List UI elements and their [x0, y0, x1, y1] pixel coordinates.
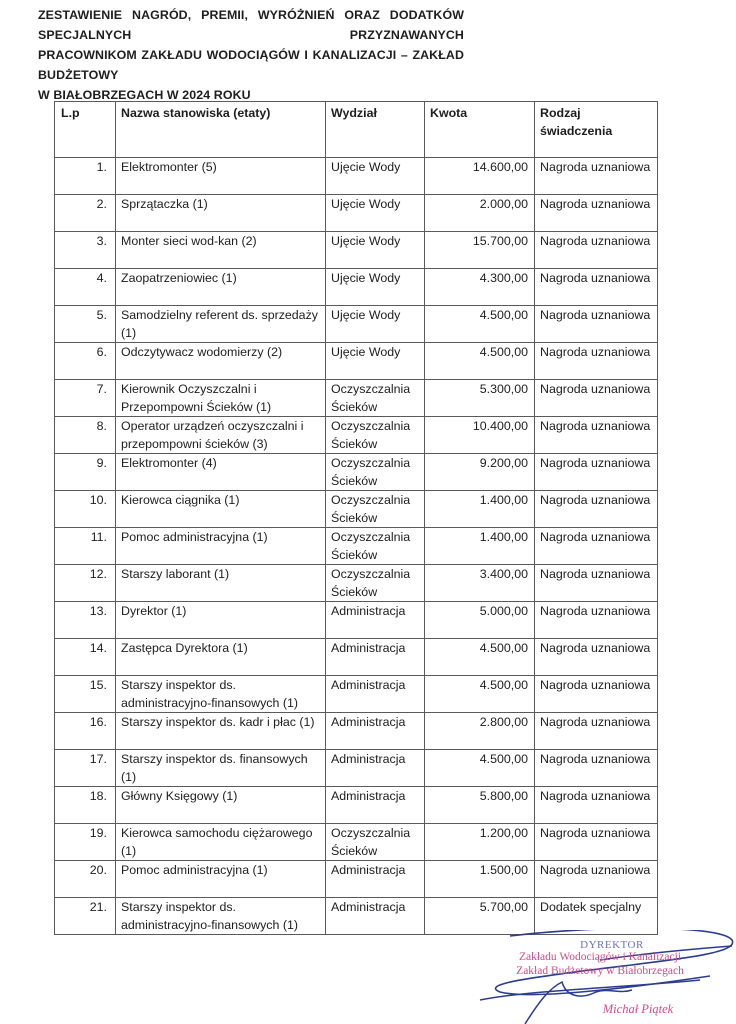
cell-type: Nagroda uznaniowa — [535, 158, 658, 195]
cell-lp: 2. — [55, 195, 116, 232]
cell-dept: Ujęcie Wody — [326, 232, 425, 269]
table-row — [55, 787, 658, 824]
cell-type: Nagroda uznaniowa — [535, 824, 658, 861]
cell-dept: Ujęcie Wody — [326, 158, 425, 195]
cell-amount: 3.400,00 — [425, 565, 535, 602]
cell-name: Zastępca Dyrektora (1) — [116, 639, 326, 676]
cell-dept: Ujęcie Wody — [326, 269, 425, 306]
cell-name: Elektromonter (5) — [116, 158, 326, 195]
cell-dept: Administracja — [326, 676, 425, 713]
header-lp: L.p — [55, 102, 116, 158]
cell-amount: 2.800,00 — [425, 713, 535, 750]
cell-amount: 4.500,00 — [425, 306, 535, 343]
cell-type: Nagroda uznaniowa — [535, 861, 658, 898]
cell-name: Starszy inspektor ds. finansowych (1) — [116, 750, 326, 787]
table-row — [55, 232, 658, 269]
cell-dept: Administracja — [326, 639, 425, 676]
cell-dept: Administracja — [326, 750, 425, 787]
cell-amount: 9.200,00 — [425, 454, 535, 491]
header-type: Rodzaj świadczenia — [535, 102, 658, 158]
stamp-title: DYREKTOR — [580, 939, 644, 951]
cell-dept: Oczyszczalnia Ścieków — [326, 417, 425, 454]
cell-dept: Administracja — [326, 713, 425, 750]
cell-type: Nagroda uznaniowa — [535, 639, 658, 676]
cell-name: Kierowca ciągnika (1) — [116, 491, 326, 528]
cell-dept: Oczyszczalnia Ścieków — [326, 454, 425, 491]
table-row — [55, 861, 658, 898]
document-title — [38, 5, 464, 105]
cell-amount: 14.600,00 — [425, 158, 535, 195]
cell-type: Nagroda uznaniowa — [535, 417, 658, 454]
cell-name: Pomoc administracyjna (1) — [116, 528, 326, 565]
table-row — [55, 898, 658, 935]
cell-lp: 12. — [55, 565, 116, 602]
header-name: Nazwa stanowiska (etaty) — [116, 102, 326, 158]
cell-type: Nagroda uznaniowa — [535, 491, 658, 528]
table-row — [55, 269, 658, 306]
cell-lp: 21. — [55, 898, 116, 935]
cell-name: Główny Księgowy (1) — [116, 787, 326, 824]
cell-dept: Oczyszczalnia Ścieków — [326, 824, 425, 861]
cell-lp: 15. — [55, 676, 116, 713]
cell-amount: 5.700,00 — [425, 898, 535, 935]
cell-amount: 1.400,00 — [425, 528, 535, 565]
title-line-1: ZESTAWIENIE NAGRÓD, PREMII, WYRÓŻNIEŃ ORAZ DODATKÓW SPECJALNYCH PRZYZNAWANYCH — [38, 8, 464, 42]
director-stamp — [470, 930, 730, 1024]
cell-dept: Oczyszczalnia Ścieków — [326, 380, 425, 417]
cell-type: Nagroda uznaniowa — [535, 676, 658, 713]
table-row — [55, 528, 658, 565]
title-line-3: W BIAŁOBRZEGACH W 2024 ROKU — [38, 88, 251, 102]
cell-type: Nagroda uznaniowa — [535, 306, 658, 343]
table-row — [55, 676, 658, 713]
cell-lp: 1. — [55, 158, 116, 195]
cell-type: Nagroda uznaniowa — [535, 232, 658, 269]
cell-amount: 4.300,00 — [425, 269, 535, 306]
table-row — [55, 158, 658, 195]
cell-amount: 4.500,00 — [425, 750, 535, 787]
cell-lp: 19. — [55, 824, 116, 861]
cell-amount: 1.200,00 — [425, 824, 535, 861]
cell-name: Odczytywacz wodomierzy (2) — [116, 343, 326, 380]
table-row — [55, 380, 658, 417]
table-body — [55, 158, 658, 935]
table-row — [55, 565, 658, 602]
table-row — [55, 454, 658, 491]
cell-dept: Oczyszczalnia Ścieków — [326, 491, 425, 528]
cell-lp: 13. — [55, 602, 116, 639]
title-line-2: PRACOWNIKOM ZAKŁADU WODOCIĄGÓW I KANALIZACJI – ZAKŁAD BUDŻETOWY — [38, 48, 464, 82]
table-row — [55, 195, 658, 232]
cell-type: Nagroda uznaniowa — [535, 528, 658, 565]
cell-amount: 4.500,00 — [425, 676, 535, 713]
cell-amount: 5.800,00 — [425, 787, 535, 824]
cell-amount: 1.500,00 — [425, 861, 535, 898]
cell-type: Nagroda uznaniowa — [535, 454, 658, 491]
cell-type: Nagroda uznaniowa — [535, 269, 658, 306]
cell-type: Nagroda uznaniowa — [535, 195, 658, 232]
cell-lp: 11. — [55, 528, 116, 565]
cell-dept: Ujęcie Wody — [326, 195, 425, 232]
cell-lp: 3. — [55, 232, 116, 269]
cell-type: Nagroda uznaniowa — [535, 343, 658, 380]
cell-amount: 10.400,00 — [425, 417, 535, 454]
cell-lp: 6. — [55, 343, 116, 380]
cell-lp: 14. — [55, 639, 116, 676]
cell-lp: 16. — [55, 713, 116, 750]
cell-type: Nagroda uznaniowa — [535, 565, 658, 602]
cell-lp: 8. — [55, 417, 116, 454]
header-dept: Wydział — [326, 102, 425, 158]
table-row — [55, 639, 658, 676]
table-row — [55, 343, 658, 380]
cell-name: Sprzątaczka (1) — [116, 195, 326, 232]
cell-name: Pomoc administracyjna (1) — [116, 861, 326, 898]
cell-name: Kierowca samochodu ciężarowego (1) — [116, 824, 326, 861]
cell-dept: Administracja — [326, 898, 425, 935]
stamp-name: Michał Piątek — [602, 1002, 674, 1016]
cell-name: Starszy laborant (1) — [116, 565, 326, 602]
cell-lp: 9. — [55, 454, 116, 491]
cell-lp: 4. — [55, 269, 116, 306]
cell-lp: 17. — [55, 750, 116, 787]
cell-name: Zaopatrzeniowiec (1) — [116, 269, 326, 306]
cell-type: Nagroda uznaniowa — [535, 713, 658, 750]
cell-lp: 20. — [55, 861, 116, 898]
cell-amount: 2.000,00 — [425, 195, 535, 232]
cell-dept: Ujęcie Wody — [326, 343, 425, 380]
cell-lp: 10. — [55, 491, 116, 528]
stamp-line-2: Zakład Budżetowy w Białobrzegach — [516, 965, 684, 977]
cell-amount: 5.000,00 — [425, 602, 535, 639]
table-row — [55, 491, 658, 528]
cell-dept: Ujęcie Wody — [326, 306, 425, 343]
cell-name: Elektromonter (4) — [116, 454, 326, 491]
stamp-line-1: Zakładu Wodociągów i Kanalizacji — [518, 951, 682, 963]
cell-type: Nagroda uznaniowa — [535, 602, 658, 639]
cell-type: Dodatek specjalny — [535, 898, 658, 935]
cell-name: Samodzielny referent ds. sprzedaży (1) — [116, 306, 326, 343]
table-row — [55, 306, 658, 343]
cell-dept: Administracja — [326, 602, 425, 639]
cell-name: Monter sieci wod-kan (2) — [116, 232, 326, 269]
cell-amount: 5.300,00 — [425, 380, 535, 417]
cell-lp: 18. — [55, 787, 116, 824]
cell-name: Starszy inspektor ds. administracyjno-finansowych (1) — [116, 676, 326, 713]
cell-dept: Oczyszczalnia Ścieków — [326, 565, 425, 602]
cell-name: Dyrektor (1) — [116, 602, 326, 639]
cell-type: Nagroda uznaniowa — [535, 787, 658, 824]
cell-name: Kierownik Oczyszczalni i Przepompowni Ścieków (1) — [116, 380, 326, 417]
table-row — [55, 713, 658, 750]
awards-table — [54, 101, 658, 935]
cell-name: Starszy inspektor ds. kadr i płac (1) — [116, 713, 326, 750]
cell-amount: 4.500,00 — [425, 343, 535, 380]
cell-name: Starszy inspektor ds. administracyjno-finansowych (1) — [116, 898, 326, 935]
cell-dept: Administracja — [326, 861, 425, 898]
cell-lp: 7. — [55, 380, 116, 417]
header-amount: Kwota — [425, 102, 535, 158]
cell-lp: 5. — [55, 306, 116, 343]
cell-name: Operator urządzeń oczyszczalni i przepompowni ścieków (3) — [116, 417, 326, 454]
cell-amount: 1.400,00 — [425, 491, 535, 528]
cell-amount: 4.500,00 — [425, 639, 535, 676]
table-row — [55, 417, 658, 454]
table-row — [55, 750, 658, 787]
cell-type: Nagroda uznaniowa — [535, 750, 658, 787]
table-row — [55, 824, 658, 861]
table-row — [55, 602, 658, 639]
cell-dept: Oczyszczalnia Ścieków — [326, 528, 425, 565]
table-header-row — [55, 102, 658, 158]
cell-amount: 15.700,00 — [425, 232, 535, 269]
cell-dept: Administracja — [326, 787, 425, 824]
cell-type: Nagroda uznaniowa — [535, 380, 658, 417]
